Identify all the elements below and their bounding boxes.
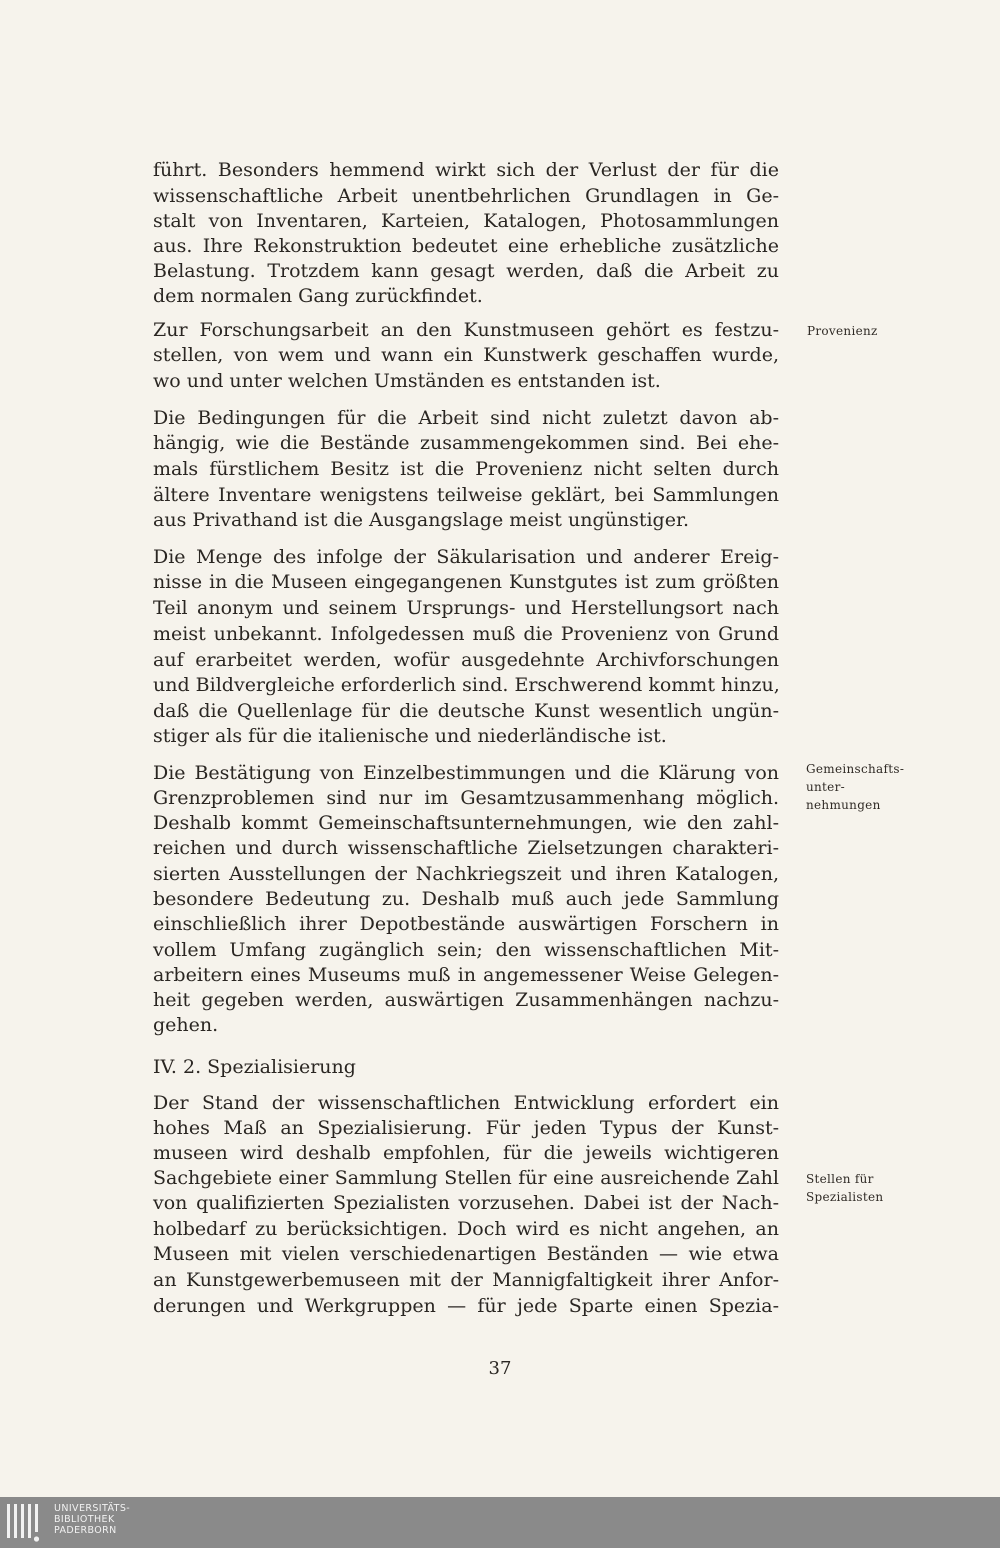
text-line: meist unbekannt. Infolgedessen muß die Provenienz von Grund — [153, 623, 779, 645]
library-footer-bar — [0, 1497, 1000, 1548]
margin-note-provenienz — [807, 322, 878, 340]
margin-note-stellen-fuer-spezialisten — [806, 1170, 883, 1206]
text-line: stiger als für die italienische und niederländische ist. — [153, 725, 667, 747]
page-number: 37 — [488, 1358, 512, 1379]
text-line: einschließlich ihrer Depotbestände auswärtigen Forschern in — [153, 913, 779, 935]
margin-note-line: Gemeinschafts- — [806, 762, 905, 776]
text-line: Deshalb kommt Gemeinschaftsunternehmungen, wie den zahl- — [153, 812, 779, 834]
text-line: auf erarbeitet werden, wofür ausgedehnte Archivforschungen — [153, 649, 779, 671]
text-line: Zur Forschungsarbeit an den Kunstmuseen gehört es festzu- — [153, 319, 779, 341]
text-line: vollem Umfang zugänglich sein; den wissenschaftlichen Mit- — [153, 939, 779, 961]
text-line: Die Bestätigung von Einzelbestimmungen und die Klärung von — [153, 762, 779, 784]
text-line: mals fürstlichem Besitz ist die Provenienz nicht selten durch — [153, 458, 779, 480]
text-line: von qualifizierten Spezialisten vorzusehen. Dabei ist der Nach- — [153, 1192, 779, 1214]
text-line: Die Menge des infolge der Säkularisation und anderer Ereig- — [153, 546, 779, 568]
text-line: arbeitern eines Museums muß in angemessener Weise Gelegen- — [153, 964, 779, 986]
text-line: Grenzproblemen sind nur im Gesamtzusammenhang möglich. — [153, 787, 779, 809]
text-line: Museen mit vielen verschiedenartigen Beständen — wie etwa — [153, 1243, 779, 1265]
library-logo-icon — [6, 1501, 42, 1545]
text-line: besondere Bedeutung zu. Deshalb muß auch jede Sammlung — [153, 888, 779, 910]
library-name-line: PADERBORN — [54, 1525, 117, 1536]
text-line: gehen. — [153, 1014, 219, 1036]
text-line: derungen und Werkgruppen — für jede Sparte einen Spezia- — [153, 1295, 779, 1317]
margin-note-line: nehmungen — [806, 798, 881, 812]
text-line: wissenschaftliche Arbeit unentbehrlichen Grundlagen in Ge- — [153, 185, 779, 207]
text-line: wo und unter welchen Umständen es entstanden ist. — [153, 370, 661, 392]
margin-note-line: Provenienz — [807, 324, 878, 338]
text-line: führt. Besonders hemmend wirkt sich der Verlust der für die — [153, 159, 779, 181]
text-line: nisse in die Museen eingegangenen Kunstgutes ist zum größten — [153, 571, 779, 593]
text-line: dem normalen Gang zurückfindet. — [153, 285, 483, 307]
text-line: stalt von Inventaren, Karteien, Katalogen, Photosammlungen — [153, 210, 779, 232]
text-line: stellen, von wem und wann ein Kunstwerk geschaffen wurde, — [153, 344, 779, 366]
text-line: Die Bedingungen für die Arbeit sind nicht zuletzt davon ab- — [153, 407, 779, 429]
text-line: daß die Quellenlage für die deutsche Kunst wesentlich ungün- — [153, 700, 779, 722]
text-line: Belastung. Trotzdem kann gesagt werden, daß die Arbeit zu — [153, 260, 779, 282]
text-line: museen wird deshalb empfohlen, für die jeweils wichtigeren — [153, 1142, 779, 1164]
text-line: hohes Maß an Spezialisierung. Für jeden Typus der Kunst- — [153, 1117, 779, 1139]
margin-note-gemeinschaftsunternehmungen — [806, 760, 904, 814]
text-line: Sachgebiete einer Sammlung Stellen für eine ausreichende Zahl — [153, 1167, 779, 1189]
text-line: heit gegeben werden, auswärtigen Zusammenhängen nachzu- — [153, 989, 779, 1011]
library-name-line: UNIVERSITÄTS- — [54, 1503, 131, 1514]
text-line: an Kunstgewerbemuseen mit der Mannigfaltigkeit ihrer Anfor- — [153, 1269, 779, 1291]
text-line: sierten Ausstellungen der Nachkriegszeit und ihren Katalogen, — [153, 863, 779, 885]
text-line: reichen und durch wissenschaftliche Zielsetzungen charakteri- — [153, 837, 779, 859]
library-name-line: BIBLIOTHEK — [54, 1514, 115, 1525]
text-line: aus. Ihre Rekonstruktion bedeutet eine erhebliche zusätzliche — [153, 235, 779, 257]
text-line: holbedarf zu berücksichtigen. Doch wird es nicht angehen, an — [153, 1218, 779, 1240]
margin-note-line: unter- — [806, 780, 845, 794]
text-line: aus Privathand ist die Ausgangslage meist ungünstiger. — [153, 509, 689, 531]
text-line: und Bildvergleiche erforderlich sind. Erschwerend kommt hinzu, — [153, 674, 780, 696]
margin-note-line: Stellen für — [806, 1172, 874, 1186]
section-heading: IV. 2. Spezialisierung — [153, 1056, 356, 1078]
text-line: Der Stand der wissenschaftlichen Entwicklung erfordert ein — [153, 1092, 779, 1114]
margin-note-line: Spezialisten — [806, 1190, 884, 1204]
text-line: ältere Inventare wenigstens teilweise geklärt, bei Sammlungen — [153, 484, 779, 506]
text-line: Teil anonym und seinem Ursprungs- und Herstellungsort nach — [153, 597, 779, 619]
library-name — [54, 1503, 130, 1536]
text-line: hängig, wie die Bestände zusammengekommen sind. Bei ehe- — [153, 432, 779, 454]
